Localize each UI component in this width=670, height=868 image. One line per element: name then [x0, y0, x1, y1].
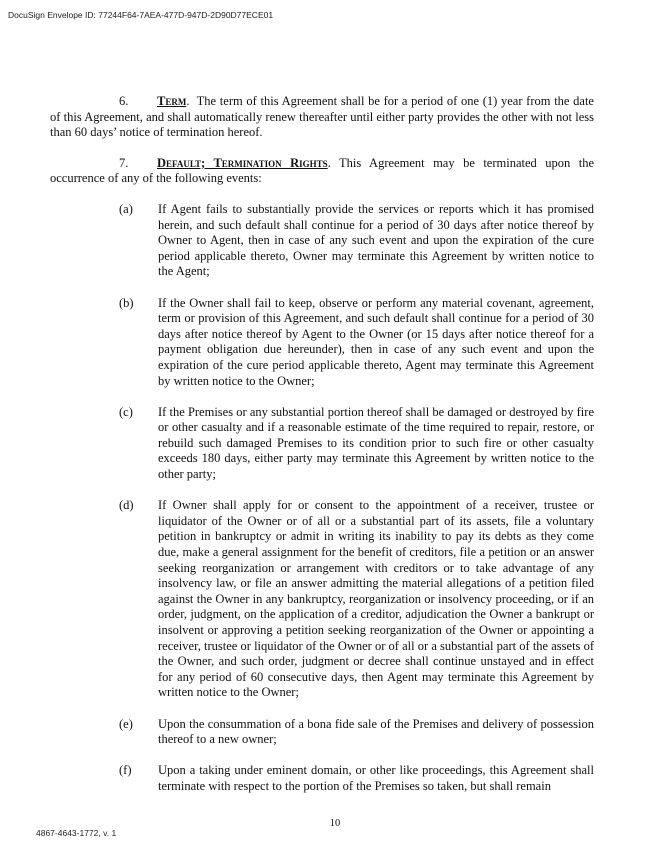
item-text: If the Premises or any substantial portion thereof shall be damaged or destroyed by fire or other casualty and if a reasonable estimate of the time required to repair, restore, or rebuild such damaged Premises to its condition prior to such fire or other casualty exceeds 180 days, either party may terminate this Agreement by written notice to the other party; [158, 404, 594, 482]
item-label: (a) [119, 201, 133, 216]
list-item [50, 296, 594, 390]
item-text: If the Owner shall fail to keep, observe or perform any material covenant, agreement, term or provision of this Agreement, and such default shall continue for a period of 30 days after notice thereof by Agent to the Owner (or 15 days after notice thereof for a payment obligation due hereunder), then in case of any such event and upon the expiration of the cure period applicable thereto, Agent may terminate this Agreement by written notice to the Owner; [158, 295, 594, 388]
document-id: 4867-4643-1772, v. 1 [36, 828, 117, 838]
section-default-termination: 7. Default; Termination Rights. This Agreement may be terminated upon the occurrence of any of the following events: [50, 155, 595, 186]
page-number: 10 [329, 818, 341, 829]
item-label: (b) [119, 295, 134, 310]
section-term: 6. Term. The term of this Agreement shall be for a period of one (1) year from the date of this Agreement, and shall automatically renew thereafter until either party provides the other with not less than 60 days’ notice of termination hereof. [50, 94, 594, 140]
item-label: (e) [119, 716, 133, 731]
envelope-id: DocuSign Envelope ID: 77244F64-7AEA-477D-947D-2D90D77ECE01 [8, 10, 274, 20]
section-number: 7. [119, 155, 129, 170]
item-label: (d) [119, 498, 134, 513]
document-body [50, 94, 594, 810]
item-text: Upon a taking under eminent domain, or other like proceedings, this Agreement shall terminate with respect to the portion of the Premises so taken, but shall remain [158, 763, 594, 793]
section-heading: Default; Termination Rights [157, 155, 328, 170]
item-text: If Owner shall apply for or consent to the appointment of a receiver, trustee or liquidator of the Owner or of all or a substantial part of its assets, file a voluntary petition in bankruptcy or admit in writing its inability to pay its debts as they come due, make a general assignment for the benefit of creditors, file a petition or an answer seeking reorganization or arrangement with creditors or to take advantage of any insolvency law, or file an answer admitting the material allegations of a petition filed against the Owner in any bankruptcy, reorganization or insolvency proceeding, or if an order, judgment, on the application of a creditor, adjudication the Owner a bankrupt or insolvent or approving a petition seeking reorganization of the Owner or appointing a receiver, trustee or liquidator of the Owner or of all or a substantial part of the assets of the Owner, and such order, judgment or decree shall continue unstayed and in effect for any period of 60 consecutive days, then Agent may terminate this Agreement by written notice to the Owner; [158, 498, 594, 700]
list-item [50, 202, 594, 280]
list-item [50, 405, 594, 483]
section-heading: Term [157, 94, 187, 108]
item-label: (c) [119, 404, 133, 419]
list-item [50, 498, 594, 701]
section-number: 6. [119, 94, 129, 108]
item-text: If Agent fails to substantially provide the services or reports which it has promised herein, and such default shall continue for a period of 30 days after notice thereof by Owner to Agent, then in case of any such event and upon the expiration of the cure period applicable thereto, Owner may terminate this Agreement by written notice to the Agent; [158, 201, 594, 279]
item-text: Upon the consummation of a bona fide sale of the Premises and delivery of possession thereof to a new owner; [158, 716, 594, 747]
list-item [50, 763, 594, 794]
section-text: This Agreement may be terminated upon the occurrence of any of the following events: [50, 155, 595, 186]
item-label: (f) [119, 763, 132, 778]
list-item [50, 717, 594, 748]
section-text: The term of this Agreement shall be for a period of one (1) year from the date of this Agreement, and shall automatically renew thereafter until either party provides the other with not less than 60 days’ notice of termination hereof. [50, 94, 594, 140]
